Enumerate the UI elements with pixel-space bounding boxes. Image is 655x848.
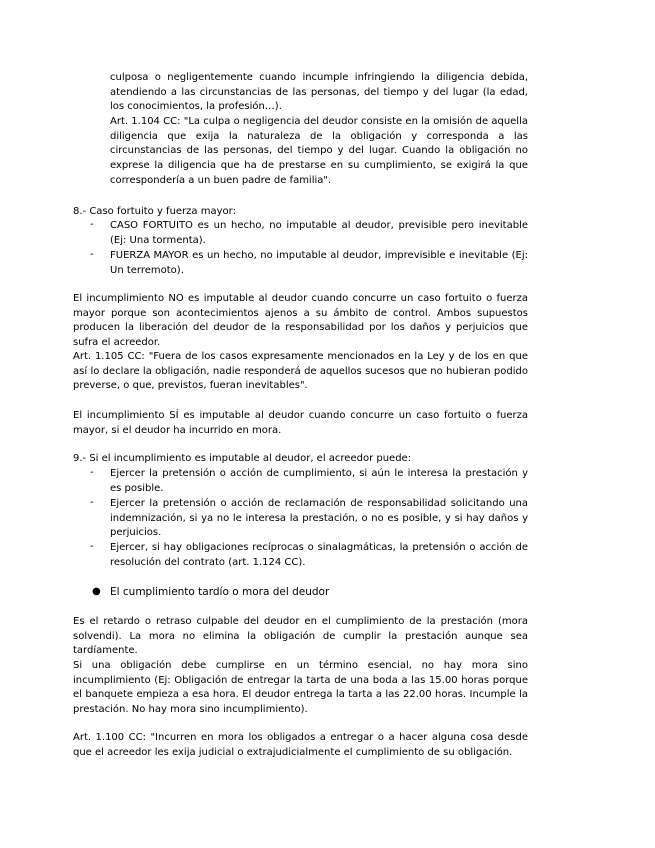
bullet-heading: El cumplimiento tardío o mora del deudor xyxy=(110,586,330,598)
bullet-icon: ● xyxy=(92,586,101,597)
section-9-heading: 9.- Si el incumplimiento es imputable al deudor, el acreedor puede: xyxy=(73,453,412,464)
paragraph-termino-esencial: Si una obligación debe cumplirse en un término esencial, no hay mora sino incumplimiento (Ej: Obligación de entregar la tarta de una boda a las 15.00 horas porque el banquete empieza a esa hora. El deudor entrega la tarta a las 22.00 horas. Incumple la prestación. No hay mora sino incumplimiento). xyxy=(73,660,528,716)
article-1104: Art. 1.104 CC: "La culpa o negligencia del deudor consiste en la omisión de aquella diligencia que exija la naturaleza de la obligación y corresponda a las circunstancias de las personas, del tiempo y del lugar. Cuando la obligación no exprese la diligencia que ha de prestarse en su cumplimiento, se exigirá la que correspondería a un buen padre de familia". xyxy=(110,116,528,186)
section-8-heading: 8.- Caso fortuito y fuerza mayor: xyxy=(73,206,236,217)
list-dash: - xyxy=(90,497,94,508)
list-dash: - xyxy=(90,249,94,260)
section-8-item: FUERZA MAYOR es un hecho, no imputable al deudor, imprevisible e inevitable (Ej: Un terremoto). xyxy=(110,250,528,276)
section-8-item: CASO FORTUITO es un hecho, no imputable al deudor, previsible pero inevitable (Ej: Una tormenta). xyxy=(110,220,528,246)
paragraph-si-imputable: El incumplimiento SÍ es imputable al deudor cuando concurre un caso fortuito o fuerza mayor, si el deudor ha incurrido en mora. xyxy=(73,410,528,436)
list-dash: - xyxy=(90,219,94,230)
paragraph-no-imputable: El incumplimiento NO es imputable al deudor cuando concurre un caso fortuito o fuerza mayor porque son acontecimientos ajenos a su ámbito de control. Ambos supuestos producen la liberación del deudor de la responsabilidad por los daños y perjuicios que sufra el acreedor. xyxy=(73,293,528,349)
section-9-item: Ejercer la pretensión o acción de reclamación de responsabilidad solicitando una indemnización, si ya no le interesa la prestación, o no es posible, y si hay daños y perjuicios. xyxy=(110,498,528,539)
section-9-item: Ejercer la pretensión o acción de cumplimiento, si aún le interesa la prestación y es posible. xyxy=(110,468,528,494)
paragraph-mora: Es el retardo o retraso culpable del deudor en el cumplimiento de la prestación (mora solvendi). La mora no elimina la obligación de cumplir la prestación aunque sea tardíamente. xyxy=(73,616,528,657)
section-9-item: Ejercer, si hay obligaciones recíprocas o sinalagmáticas, la pretensión o acción de resolución del contrato (art. 1.124 CC). xyxy=(110,542,528,568)
article-1105: Art. 1.105 CC: "Fuera de los casos expresamente mencionados en la Ley y de los en que así lo declare la obligación, nadie responderá de aquellos sucesos que no hubieran podido preverse, o que, previstos, fueran inevitables". xyxy=(73,351,528,392)
list-dash: - xyxy=(90,467,94,478)
list-dash: - xyxy=(90,541,94,552)
intro-paragraph: culposa o negligentemente cuando incumple infringiendo la diligencia debida, atendiendo a las circunstancias de las personas, del tiempo y del lugar (la edad, los conocimientos, la profesión…). xyxy=(110,72,528,113)
article-1100: Art. 1.100 CC: "Incurren en mora los obligados a entregar o a hacer alguna cosa desde que el acreedor les exija judicial o extrajudicialmente el cumplimiento de su obligación. xyxy=(73,732,528,758)
